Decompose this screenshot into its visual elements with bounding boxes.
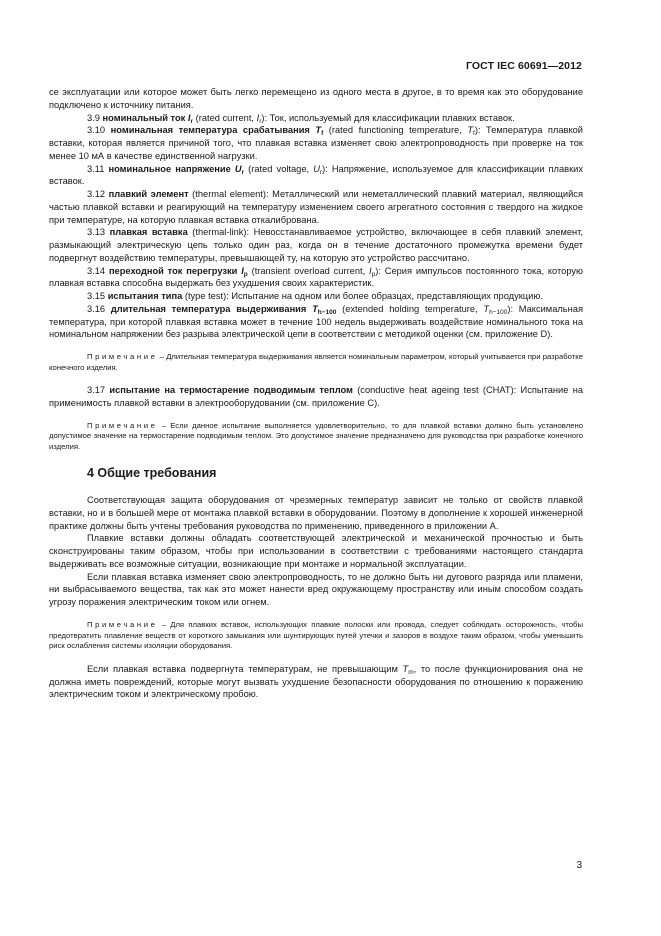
page-content bbox=[49, 86, 583, 701]
note-2: Примечание – Если данное испытание выполняется удовлетворительно, то для плавкой вставки должно быть установлено допустимое значение на термостарение подводимым теплом. Это допустимое значение предназначено для руководства при разработке конечного изделия. bbox=[49, 420, 583, 451]
term-title: переходной ток перегрузки bbox=[108, 265, 238, 276]
page-number: 3 bbox=[576, 860, 582, 871]
intro-paragraph: се эксплуатации или которое может быть легко перемещено из одного места в другое, в то время как это оборудование подключено к источнику питания. bbox=[49, 87, 583, 110]
standard-header: ГОСТ IEC 60691—2012 bbox=[465, 60, 582, 72]
note-label: Примечание bbox=[87, 420, 158, 430]
term-title: испытание на термостарение подводимым теплом bbox=[109, 385, 353, 396]
term-3-15: 3.15 испытания типа (type test): Испытание на одном или более образцах, представляющих продукцию. bbox=[87, 291, 543, 301]
term-3-12: 3.12 плавкий элемент (thermal element): Металлический или неметаллический плавкий материал, являющийся частью плавкой вставки и реагирующий на температуру изменением своего агрегатного состояния с твердого на жидкое при температуре, на которую плавкая вставка откалибрована. bbox=[49, 189, 583, 225]
note-label: Примечание bbox=[87, 619, 158, 629]
note-3: Примечание – Для плавких вставок, использующих плавкие полоски или провода, следует соблюдать осторожность, чтобы предотвратить плавление веществ от короткого замыкания или шунтирующих путей утечки и зазоров в воздухе таким образом, чтобы уменьшить риск ослабления системы изоляции оборудования. bbox=[49, 619, 583, 651]
section-4-paragraph-2: Плавкие вставки должны обладать соответствующей электрической и механической прочностью и быть сконструированы таким образом, чтобы при использовании в соответствии с требованиями настоящего стандарта выдерживать все возможные ситуации, возникающие при монтаже и нормальной эксплуатации. bbox=[49, 533, 583, 569]
term-3-9: 3.9 номинальный ток $I_r$ (rated current, $I_r$): Ток, используемый для классификации плавких вставок. bbox=[87, 112, 515, 125]
term-title: номинальное напряжение bbox=[108, 163, 231, 174]
section-4-paragraph-4: Если плавкая вставка подвергнута температурам, не превышающим $T_m$, то после функционирования она не должна иметь повреждений, которые могут вызвать ухудшение безопасности оборудования по отношению к поражению электрическим током и электрическому пробою. bbox=[49, 663, 583, 700]
section-4-paragraph-1: Соответствующая защита оборудования от чрезмерных температур зависит не только от свойств плавкой вставки, но и в большей мере от монтажа плавкой вставки в оборудовании. Поэтому в дополнение к хорошей инженерной практике должны быть учтены требования руководства по применению, приведенного в приложении А. bbox=[49, 495, 583, 531]
term-3-13: 3.13 плавкая вставка (thermal-link): Невосстанавливаемое устройство, включающее в себя плавкий элемент, размыкающий электрическую цепь только один раз, когда он в течение достаточного промежутка времени будет подвергнут воздействию температуры, превышающей ту, на которую это устройство рассчитано. bbox=[49, 227, 583, 263]
section-4-paragraph-3: Если плавкая вставка изменяет свою электропроводность, то не должно быть ни дугового разряда или пламени, ни выбрасываемого вещества, так как это может нанести вред окружающему пространству или иным способом создать угрозу поражения электрическим током или огнем. bbox=[49, 571, 583, 608]
term-title: испытания типа bbox=[107, 291, 183, 301]
term-title: длительная температура выдерживания bbox=[110, 303, 307, 314]
term-title: номинальная температура срабатывания bbox=[110, 125, 310, 136]
note-label: Примечание bbox=[87, 352, 158, 361]
term-3-11: 3.11 номинальное напряжение $U_r$ (rated voltage, $U_r$): Напряжение, используемое для классификации плавких вставок. bbox=[49, 163, 583, 187]
term-title: плавкая вставка bbox=[109, 227, 188, 238]
term-title: плавкий элемент bbox=[108, 189, 189, 199]
term-3-14: 3.14 переходной ток перегрузки $I_p$ (transient overload current, $I_p$): Серия импульсов постоянного тока, которую плавкая вставка способна выдержать без ухудшения своих характеристик. bbox=[49, 265, 584, 289]
term-3-10: 3.10 номинальная температура срабатывания $T_f$ (rated functioning temperature, $T_f$): Температура плавкой вставки, которая является причиной того, что плавкая вставка изменяет свою электропроводность при проверке на ток менее 10 мА в качестве единственной нагрузки. bbox=[49, 125, 583, 161]
term-3-16: 3.16 длительная температура выдерживания $T_{h-100}$ (extended holding temperature, $T_{h-100}$): Максимальная температура, при которой плавкая вставка может в течение 100 недель выдерживать воздействие номинального тока на номинальном напряжении без разрыва электрической цепи в соответствии с методикой оценки (см. приложение D). bbox=[49, 303, 583, 340]
section-4-heading: 4 Общие требования bbox=[87, 466, 217, 481]
term-title: номинальный ток bbox=[102, 112, 186, 123]
note-1: Примечание – Длительная температура выдерживания является номинальным параметром, который учитывается при разработке конечного изделия. bbox=[49, 352, 583, 372]
term-3-17: 3.17 испытание на термостарение подводимым теплом (conductive heat ageing test (CHAT): Испытание на применимость плавкой вставки в электрооборудовании (см. приложение С). bbox=[49, 385, 584, 408]
